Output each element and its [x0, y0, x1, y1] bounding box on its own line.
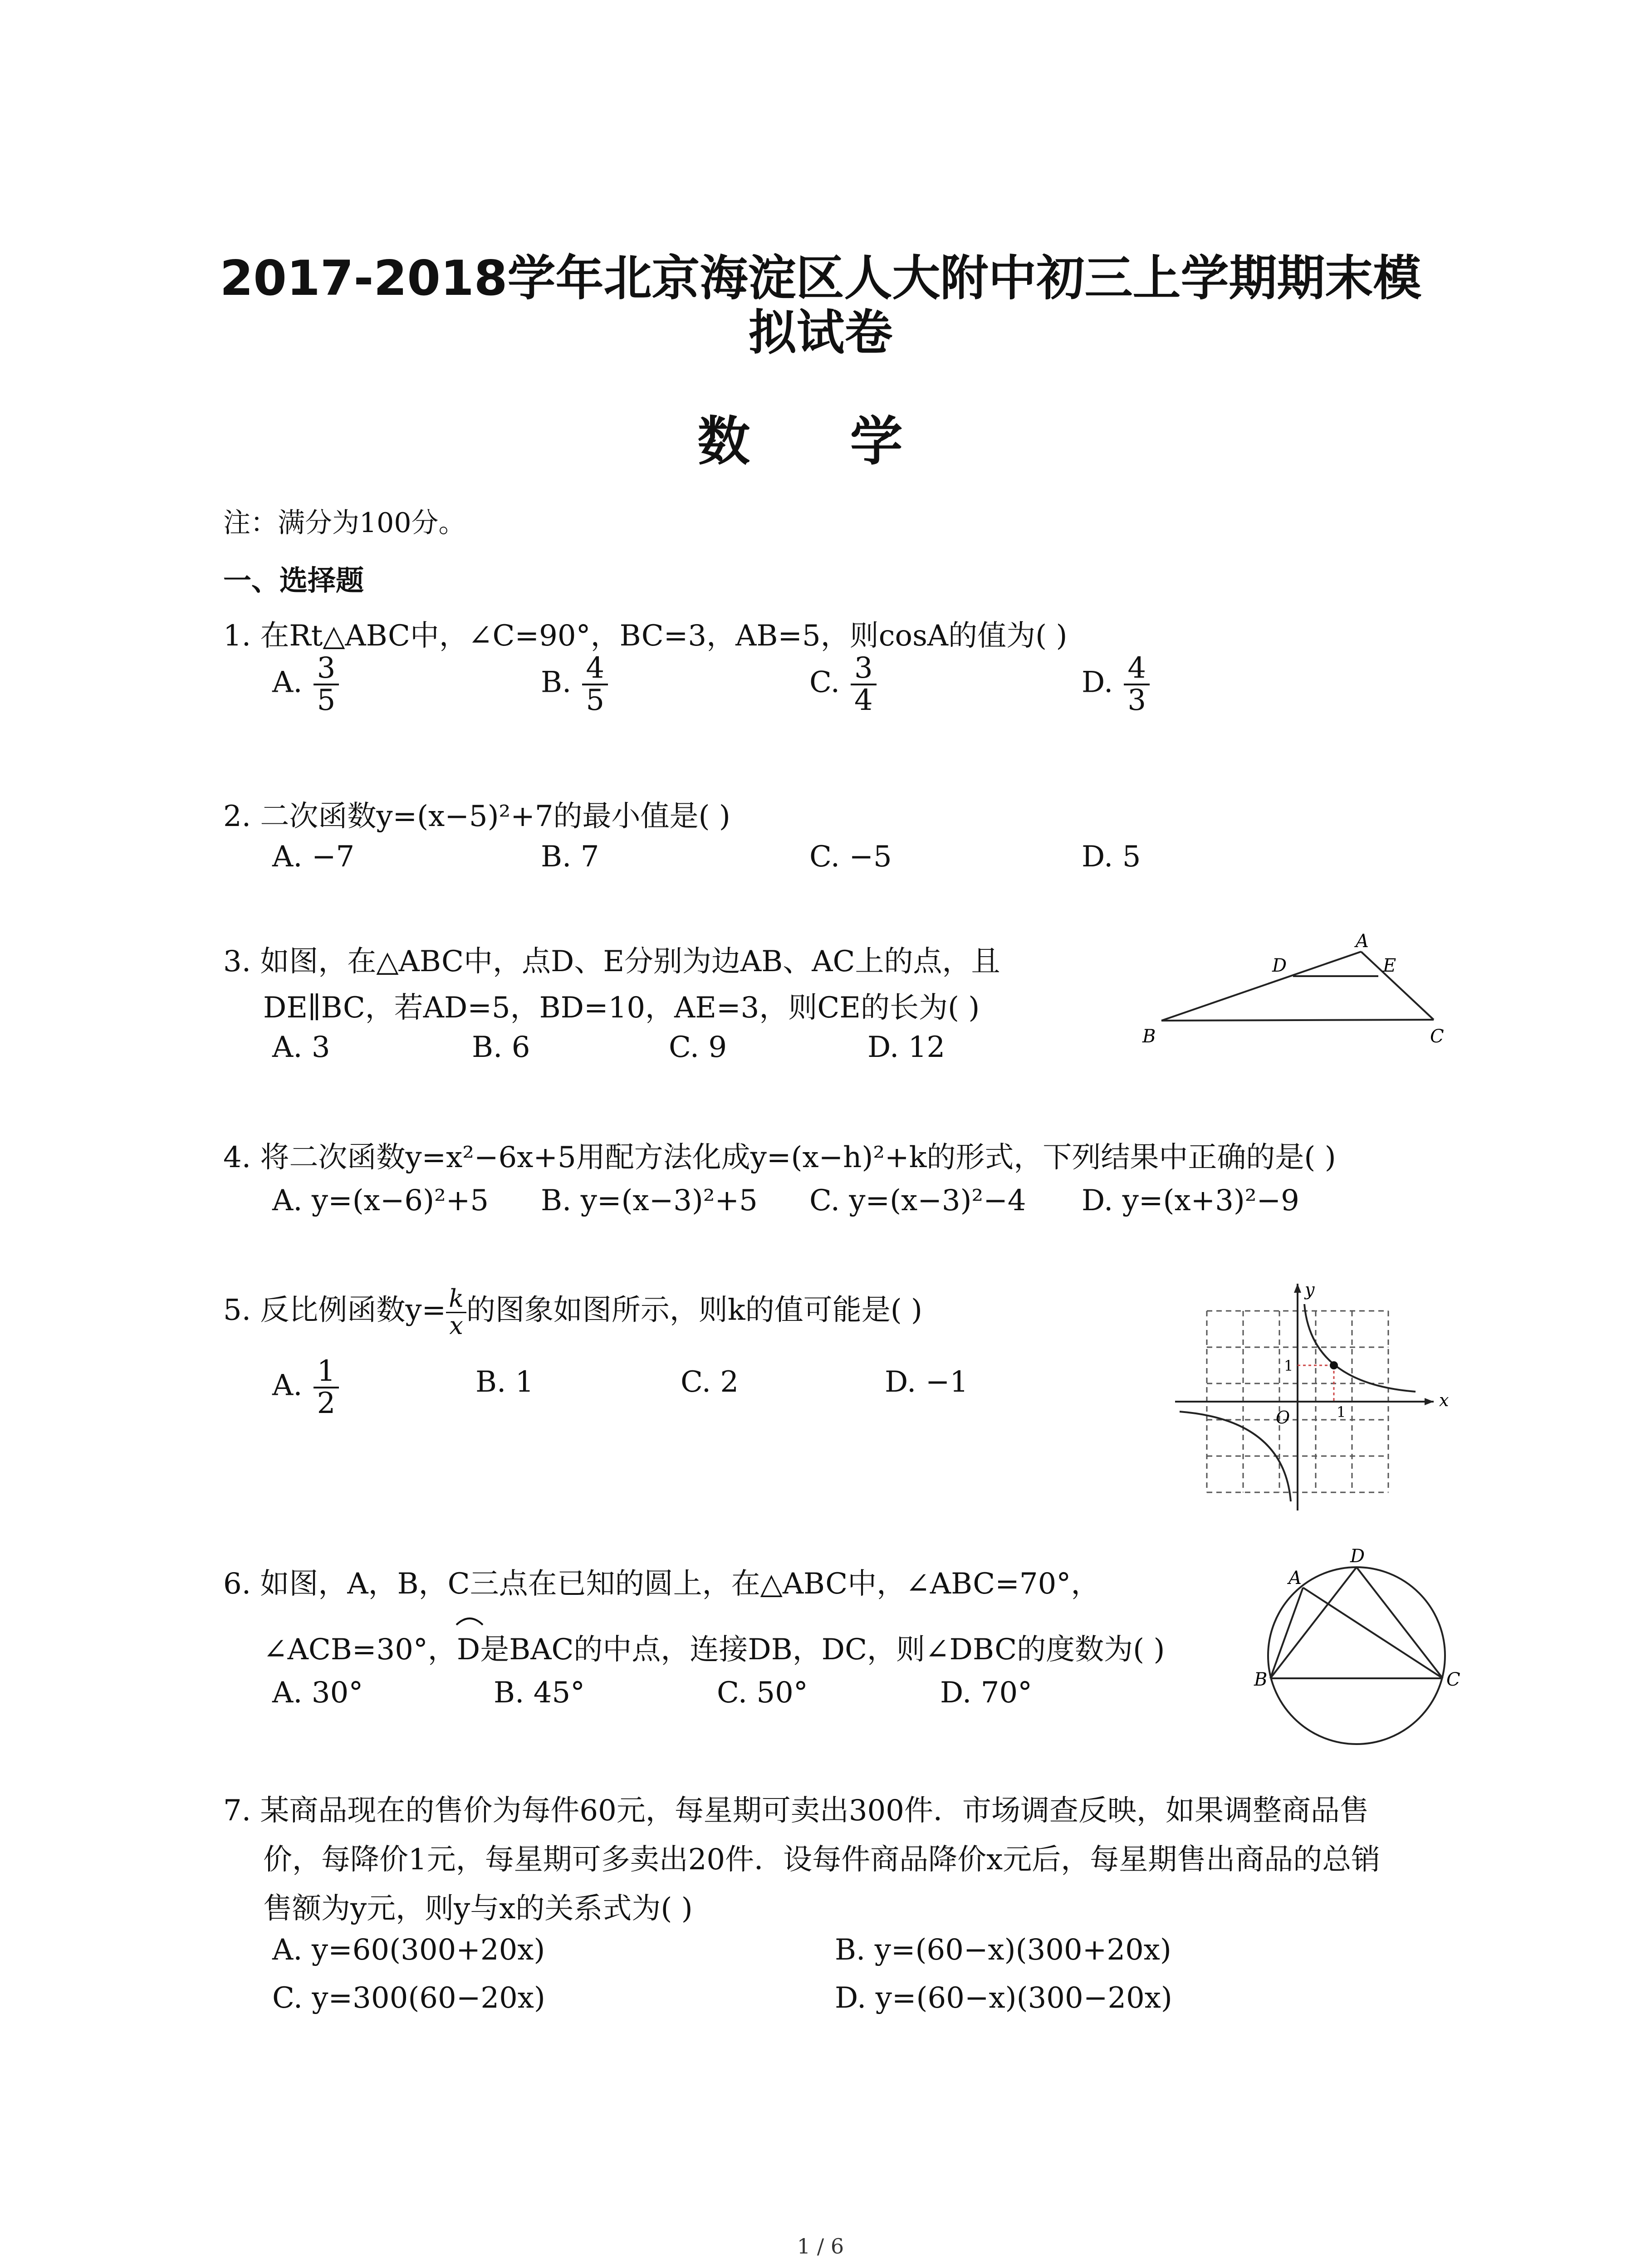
question-2-stem: 2. 二次函数y=(x−5)²+7的最小值是( ) — [223, 800, 730, 833]
q1-option-b — [541, 653, 608, 716]
denominator: 5 — [586, 684, 605, 718]
question-6-line1: 6. 如图，A，B，C三点在已知的圆上，在△ABC中，∠ABC=70°， — [223, 1567, 1100, 1601]
page-number: 1 / 6 — [797, 2234, 844, 2258]
origin-label: O — [1276, 1408, 1290, 1427]
q6-option-b: B. 45° — [494, 1676, 585, 1710]
circle — [1268, 1567, 1445, 1744]
fraction — [314, 653, 339, 716]
arc-symbol — [454, 1615, 485, 1626]
q7-option-a: A. y=60(300+20x) — [272, 1933, 545, 1967]
question-3-line1: 3. 如图，在△ABC中，点D、E分别为边AB、AC上的点，且 — [223, 945, 1000, 978]
q4-option-c: C. y=(x−3)²−4 — [809, 1184, 1026, 1217]
fraction — [851, 653, 877, 716]
numerator: 1 — [314, 1356, 339, 1388]
question-5-stem — [223, 1286, 922, 1339]
segment-ac — [1303, 1588, 1443, 1678]
segment-ba — [1161, 952, 1361, 1021]
section-heading: 一、选择题 — [223, 564, 364, 597]
q3-option-a: A. 3 — [272, 1031, 330, 1064]
denominator: 5 — [317, 684, 336, 718]
fraction — [314, 1356, 339, 1419]
tick-label-x: 1 — [1337, 1403, 1346, 1421]
q2-option-a: A. −7 — [272, 840, 355, 874]
label-d: D — [1350, 1546, 1365, 1567]
option-label: A. — [272, 1369, 303, 1403]
q3-option-c: C. 9 — [669, 1031, 727, 1064]
question-1-stem: 1. 在Rt△ABC中，∠C=90°，BC=3，AB=5，则cosA的值为( ) — [223, 619, 1068, 653]
numerator: k — [446, 1286, 466, 1313]
point-marker — [1330, 1361, 1338, 1369]
segment-bc — [1161, 1020, 1434, 1021]
label-d: D — [1272, 955, 1287, 976]
option-label: A. — [272, 665, 303, 699]
q5-hyperbola-graph — [1161, 1270, 1461, 1524]
q7-option-d: D. y=(60−x)(300−20x) — [835, 1981, 1172, 2015]
q4-option-d: D. y=(x+3)²−9 — [1082, 1184, 1299, 1217]
q6-option-d: D. 70° — [940, 1676, 1033, 1710]
denominator: 2 — [317, 1387, 336, 1421]
q2-option-b: B. 7 — [541, 840, 599, 874]
stem-text: 5. 反比例函数y= — [223, 1293, 446, 1327]
option-label: C. — [809, 665, 840, 699]
numerator: 3 — [851, 653, 877, 685]
x-axis-arrow-icon — [1425, 1398, 1434, 1405]
label-b: B — [1254, 1669, 1268, 1690]
label-b: B — [1142, 1026, 1156, 1047]
fraction — [582, 653, 608, 716]
q2-option-c: C. −5 — [809, 840, 892, 874]
q5-option-b: B. 1 — [475, 1365, 534, 1399]
denominator: 3 — [1127, 684, 1146, 718]
q7-option-b: B. y=(60−x)(300+20x) — [835, 1933, 1171, 1967]
question-7-line3: 售额为y元，则y与x的关系式为( ) — [263, 1892, 693, 1926]
q5-option-a — [272, 1356, 339, 1419]
q7-option-c: C. y=300(60−20x) — [272, 1981, 545, 2015]
q2-option-d: D. 5 — [1082, 840, 1141, 874]
denominator: 4 — [854, 684, 873, 718]
page-title-line2: 拟试卷 — [748, 305, 893, 361]
q3-triangle-figure — [1125, 921, 1452, 1057]
q1-option-d — [1082, 653, 1150, 716]
label-a: A — [1288, 1568, 1302, 1589]
tick-label-y: 1 — [1284, 1357, 1293, 1374]
segment-ac — [1361, 952, 1434, 1020]
q6-circle-figure — [1225, 1542, 1479, 1751]
q4-option-a: A. y=(x−6)²+5 — [272, 1184, 489, 1217]
q5-option-d: D. −1 — [885, 1365, 969, 1399]
score-note: 注：满分为100分。 — [223, 507, 466, 539]
numerator: 4 — [582, 653, 608, 685]
x-axis-label: x — [1439, 1390, 1449, 1410]
q4-option-b: B. y=(x−3)²+5 — [541, 1184, 758, 1217]
fraction — [1124, 653, 1150, 716]
label-c: C — [1430, 1026, 1444, 1047]
q3-option-d: D. 12 — [867, 1031, 945, 1064]
q1-option-c — [809, 653, 877, 716]
page-title-line1: 2017-2018学年北京海淀区人大附中初三上学期期末模 — [220, 250, 1421, 306]
q1-option-a — [272, 653, 339, 716]
denominator: x — [449, 1311, 463, 1340]
subject-heading: 数 学 — [697, 411, 944, 472]
question-7-line2: 价，每降价1元，每星期可多卖出20件．设每件商品降价x元后，每星期售出商品的总销 — [263, 1843, 1381, 1877]
question-7-line1: 7. 某商品现在的售价为每件60元，每星期可卖出300件．市场调查反映，如果调整商品售 — [223, 1794, 1369, 1828]
label-e: E — [1383, 955, 1396, 976]
y-axis-label: y — [1305, 1280, 1315, 1300]
stem-text: 的图象如图所示，则k的值可能是( ) — [466, 1293, 922, 1327]
question-4-stem: 4. 将二次函数y=x²−6x+5用配方法化成y=(x−h)²+k的形式，下列结果中正确的是( ) — [223, 1141, 1336, 1174]
q5-option-c: C. 2 — [681, 1365, 739, 1399]
label-c: C — [1446, 1669, 1460, 1690]
option-label: D. — [1082, 665, 1113, 699]
numerator: 3 — [314, 653, 339, 685]
q6-option-c: C. 50° — [717, 1676, 808, 1710]
y-axis-arrow-icon — [1294, 1284, 1301, 1293]
question-6-line2: ∠ACB=30°，D是BAC的中点，连接DB，DC，则∠DBC的度数为( ) — [263, 1633, 1165, 1667]
segment-bd — [1270, 1567, 1357, 1678]
question-3-line2: DE∥BC，若AD=5，BD=10，AE=3，则CE的长为( ) — [263, 991, 980, 1025]
numerator: 4 — [1124, 653, 1150, 685]
label-a: A — [1356, 931, 1369, 952]
q6-option-a: A. 30° — [272, 1676, 363, 1710]
option-label: B. — [541, 665, 572, 699]
k-over-x-fraction — [446, 1286, 466, 1339]
q3-option-b: B. 6 — [472, 1031, 530, 1064]
segment-dc — [1357, 1567, 1443, 1678]
